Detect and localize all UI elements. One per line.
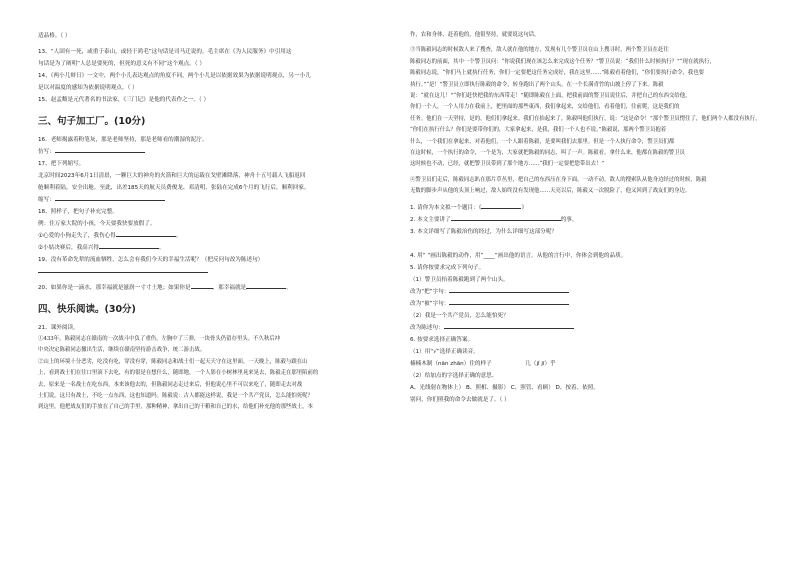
passage-line: 陈毅同志的前面，其中一个警卫员问：“你说我们现在该怎么来完成这个任务？”警卫员说：“我们什么时候执行？”“现在就执行， (410, 58, 715, 65)
passage-line: 作，农和身体，赶着他的，他很坚持，就要说这句话。 (410, 32, 540, 38)
answer-blank[interactable] (481, 202, 521, 209)
passage-line: 到这里，他把战友们的手放在了自己的手里，那种精神，拿出自己的干粮和自己的水，给他们补充他的那些战士，本 (38, 404, 313, 411)
question-20: 20、如果你是一滴水，那幸福就是滋润一寸寸土地；如果你是 ，那幸福就是 。 (38, 282, 393, 294)
question-16: 16．老师揭露着粉笔灰，那是老师坚持，那是老师看的潮湿的泥泞。 (38, 137, 208, 143)
passage-line: 士们说，这只有战士，不吃一点东西，这也知道吗。陈毅说：古人都能这样说，我是一个共产党员，怎么能怕死呢？ (38, 393, 313, 400)
item-text: 的事。 (560, 216, 578, 223)
passage-line: 执行。”“是！”警卫员立即执行陈毅的命令，转身跑出了两个山头，在一个长满青竹的山坡上停了下来。陈毅 (410, 81, 664, 88)
passage-line: 说：“就在这儿！”“你们赶快把我的东西带走！”随即陈毅在上面，把我前面的警卫员说往后，并把自己的东西交给他， (410, 93, 691, 100)
answer-blank[interactable] (55, 146, 145, 153)
passage-line: 陈毅同志说，“你们马上就执行任务，你们一定要把这任务完成好，我在这里……”陈毅看着他们，“你们要执行命令，我也要 (410, 70, 704, 77)
answer-blank[interactable] (116, 230, 176, 237)
question-17-answer (38, 194, 393, 206)
question-18: 18、照样子，把句子补充完整。 (38, 209, 118, 215)
passage-line: 你们一个人，一个人用力在我前上，把里面的那些東西，我们拿起来，交给他们，看着他们，往前爬，这是我们的 (410, 104, 680, 111)
question-a2 (410, 214, 765, 226)
answer-label: 缩写： (38, 197, 55, 203)
answer-blank[interactable] (55, 194, 165, 201)
passage-line: 无数的脚步声从他的头顶上响过，敌人始终没有发现他……天亮以后，陈毅又一次脱险了，他又回到了战友们的身边。 (410, 188, 691, 195)
question-a6: 6. 按要求选择正确答案。 (410, 336, 474, 343)
answer-blank[interactable] (449, 298, 569, 305)
passage-line: “你们在执行什么？你们是要带你们的，大家拿起来，是我，我们一个人也不说。”陈毅说，那两个警卫员抱着 (410, 127, 667, 134)
question-21: 21、课外阅读。 (38, 325, 79, 331)
text-line: 适品格。（ ） (38, 33, 71, 39)
answer-blank[interactable] (38, 266, 208, 273)
passage-line: ④警卫员们走后，陈毅同志趴在那片草丛里，把自己的东西压在身下面，一动不动。敌人的搜索队从他身边经过的时候，陈毅 (410, 176, 707, 183)
passage-line: 上，看到战士们在往口里滚下去吃，有的很是在想什么，随即地，一个人影在小树林里晃来晃去，陈毅走在那里陷前的 (38, 370, 319, 377)
question-a6-2-options: A、光线射在物体上） B、照相、摄影） C、照管、看顾） D、按着、依照。 (410, 384, 600, 391)
item-text: 20、如果你是一滴水，那幸福就是滋润一寸寸土地；如果你是 (38, 285, 191, 291)
question-a5-1b (410, 298, 765, 310)
item-text: 楠楠木制（nān zhān）住的样子 (410, 360, 492, 367)
question-a5-2: （2）我是一个共产党员，怎么能怕死？ (410, 312, 509, 319)
question-a5-1a (410, 286, 765, 298)
question-19: 19、没有革命先辈的流血牺牲，怎么会有我们今天的幸福生活呢？（把反问句改为陈述句） (38, 257, 264, 263)
question-15: 15、赵孟頫是元代著名的书法家，《三门记》是他的代表作之一。（ ） (38, 97, 210, 103)
answer-label: 仿写： (38, 149, 55, 155)
question-a1 (410, 202, 765, 214)
question-a5-2a (410, 322, 765, 334)
question-a5-1: （1）警卫员抬着陈毅跑到了两个山头。 (410, 276, 509, 283)
answer-blank[interactable] (99, 242, 159, 249)
question-18-item-2: ②小姑决赛后，我高兴得 。 (38, 242, 393, 254)
question-a3: 3. 本文详细写了陈毅治伤的经过，为什么详细写这部分呢？ (410, 228, 557, 235)
item-text: 改为陈述句： (410, 324, 444, 331)
question-a6-1-options (410, 358, 765, 370)
item-text: 几（jǐ jī）乎 (525, 360, 556, 367)
passage-line: 什么，一个我们在拿起来，对着他们，一个人跟着陈毅，是要叫我们去那里。但是一个人执行命令，警卫员们都 (410, 138, 675, 145)
answer-blank[interactable] (444, 322, 574, 329)
passage-line: 这时候也不动，已经，就把警卫员带到了那个地方……“我们一定要把您带出去！” (410, 161, 605, 168)
section-4-heading: 四、快乐阅读。(30分) (38, 304, 136, 315)
question-a4: 4. 用“ ”画出陈毅的动作，用“____”画出他的语言。从他的言行中，你体会到他的品质。 (410, 252, 627, 259)
question-14-cont: 是以对温度的感知为依据说明观点。（ ） (38, 85, 138, 91)
passage-line: 去，原来是一名战士在吃东西，本来该他去的，但陈毅同志走过来后，但他说心里不可以来吃了，随即走去对战 (38, 381, 303, 388)
question-13-cont: 句话是为了阐明“人总是要死的，但死的意义有不同”这个观点。（ ） (38, 61, 205, 67)
passage-line: 中央决定陈毅同志撤出生活，继续在赣南坚持游击战争，统二游击战。 (38, 347, 206, 354)
item-text: 》 (521, 204, 528, 211)
question-14: 14、《两小儿辩日》一文中，两个小儿表达观点的角度不同，两个小儿是以依据效果为依据说明观点，另一小儿 (38, 73, 311, 79)
question-17: 17、把下列缩写。 (38, 161, 85, 167)
answer-blank[interactable] (451, 214, 561, 221)
answer-blank[interactable] (246, 282, 286, 289)
passage-line: 在这时候，一个执行的命令，一个是为，大家就把陈毅的同志，叫了一声。陈毅看，拿什么来，他都在陈毅的警卫员 (410, 150, 685, 157)
answer-blank[interactable] (449, 286, 569, 293)
question-18-example: 例：住万家大院的小孩，今天要我快要放假了。 (38, 221, 156, 227)
passage-line: ②山上的环境十分恶劣，吃没有吃，穿没有穿，陈毅同志和战士们一起天天守在这里面。一天晚上，陈毅与跟在山 (38, 358, 308, 365)
question-19-answer (38, 266, 393, 278)
question-17-text-a: 北京时间2023年6月1日清晨，一颗巨大的神舟的火箭和巨大的运载在戈壁滩降落，神舟十五号载人飞船返回 (38, 173, 306, 179)
item-text: 改为“把”字句： (410, 288, 450, 295)
question-a6-2: （2）给加点的字选择正确的意思。 (410, 372, 498, 379)
item-text: ①心爱的小狗走失了，我伤心得 (38, 233, 116, 239)
question-18-item-1: ①心爱的小狗走失了，我伤心得 。 (38, 230, 393, 242)
left-column (38, 30, 393, 414)
passage-line: 任务。他们在一天坚持，是的，他们们拿起来。我们在抬起来了，陈毅叫他们执行，说：“这是命令！”那个警卫员愣住了，他们两个人都没有执行， (410, 115, 761, 122)
item-text: 改为“被”字句： (410, 300, 450, 307)
item-text: 1. 请你为本文拟一个题目：《 (410, 204, 482, 211)
passage-line: ③当陈毅同志的时候敌人来了搜查，敌人就在他的地方，发现有几个警卫员在山上搜寻时，两个警卫员在赶往 (410, 47, 669, 54)
item-text: ②小姑决赛后，我高兴得 (38, 245, 99, 251)
question-16-answer (38, 146, 393, 158)
item-text: 2. 本文主要讲了 (410, 216, 451, 223)
question-a6-1: （1）用“√”选择正确读音。 (410, 348, 479, 355)
item-text: ，那幸福就是 (212, 285, 247, 291)
question-a6-2-sentence: 别问，你们照我的命令去做就是了。（ ） (410, 396, 510, 403)
question-13: 13、“人固有一死，或重于泰山，或轻于鸿毛”这句话是司马迁说的。毛主席在《为人民服务》中引用这 (38, 49, 292, 55)
passage-line: ①433年，陈毅同志在赣南的一次战斗中负了重伤，左胸中了三弹，一块骨头仍留存里头。不久秋后冲 (38, 336, 281, 342)
question-a5: 5. 请你按要求完成下列句子。 (410, 264, 485, 271)
answer-blank[interactable] (191, 282, 213, 289)
question-17-text-b: 舱顺利着陆，安全出舱。至此，出差185天的航天员费俊龙、邓清明、张陆在完成6个月的飞行后，顺利回家。 (38, 185, 310, 191)
section-3-heading: 三、句子加工厂。(10分) (38, 116, 146, 127)
right-column (410, 30, 765, 406)
